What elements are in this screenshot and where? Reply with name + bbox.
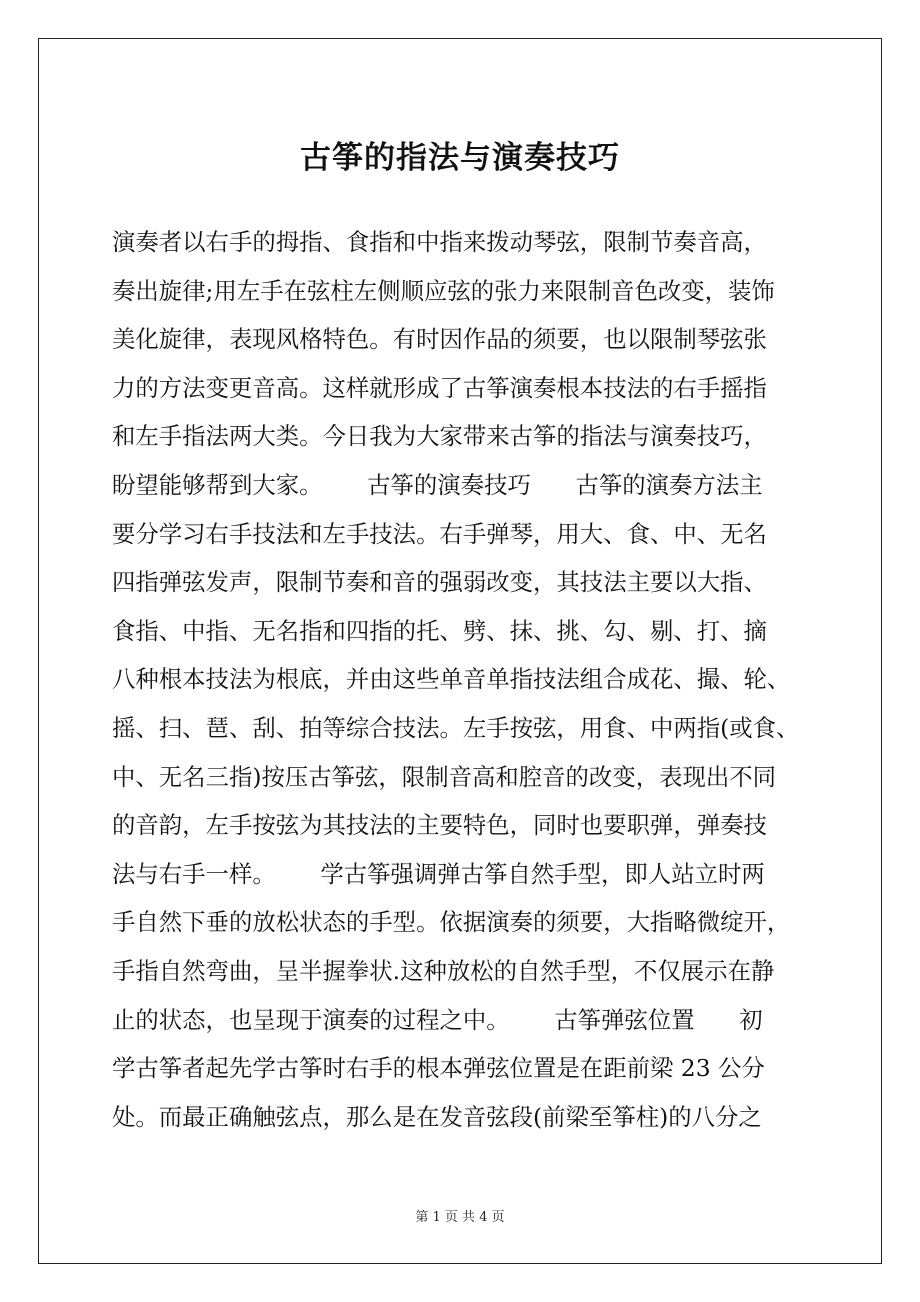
- body-line-15: 手自然下垂的放松状态的手型。依据演奏的须要，大指略微绽开，: [112, 908, 791, 937]
- document-body: [112, 218, 832, 1141]
- body-line-5: 和左手指法两大类。今日我为大家带来古筝的指法与演奏技巧，: [112, 422, 767, 451]
- body-line-14: 法与右手一样。 学古筝强调弹古筝自然手型，即人站立时两: [112, 859, 765, 888]
- body-line-7: 要分学习右手技法和左手技法。右手弹琴，用大、食、中、无名: [112, 519, 767, 548]
- body-line-16: 手指自然弯曲，呈半握拳状.这种放松的自然手型，不仅展示在静: [112, 956, 775, 985]
- body-line-3: 美化旋律，表现风格特色。有时因作品的须要，也以限制琴弦张: [112, 325, 767, 354]
- body-line-19: 处。而最正确触弦点，那么是在发音弦段(前梁至筝柱)的八分之: [112, 1102, 762, 1131]
- body-line-11: 摇、扫、琶、刮、拍等综合技法。左手按弦，用食、中两指(或食、: [112, 713, 800, 742]
- body-line-9: 食指、中指、无名指和四指的托、劈、抹、挑、勾、剔、打、摘: [112, 616, 767, 645]
- body-line-18: 学古筝者起先学古筝时右手的根本弹弦位置是在距前梁 23 公分: [112, 1054, 765, 1083]
- body-line-6: 盼望能够帮到大家。 古筝的演奏技巧 古筝的演奏方法主: [112, 470, 763, 499]
- body-line-13: 的音韵，左手按弦为其技法的主要特色，同时也要职弹，弹奏技: [112, 811, 767, 840]
- document-title: 古筝的指法与演奏技巧: [300, 140, 620, 176]
- body-line-1: 演奏者以右手的拇指、食指和中指来拨动琴弦，限制节奏音高，: [112, 228, 767, 256]
- body-line-2: 奏出旋律;用左手在弦柱左侧顺应弦的张力来限制音色改变，装饰: [112, 276, 775, 305]
- body-line-10: 八种根本技法为根底，并由这些单音单指技法组合成花、撮、轮、: [112, 665, 791, 694]
- page-footer: 第 1 页 共 4 页: [415, 1210, 505, 1225]
- body-line-4: 力的方法变更音高。这样就形成了古筝演奏根本技法的右手摇指: [112, 373, 767, 402]
- body-line-8: 四指弹弦发声，限制节奏和音的强弱改变，其技法主要以大指、: [112, 568, 767, 597]
- body-line-17: 止的状态，也呈现于演奏的过程之中。 古筝弹弦位置 初: [112, 1005, 763, 1034]
- body-line-12: 中、无名三指)按压古筝弦，限制音高和腔音的改变，表现出不同: [112, 762, 777, 791]
